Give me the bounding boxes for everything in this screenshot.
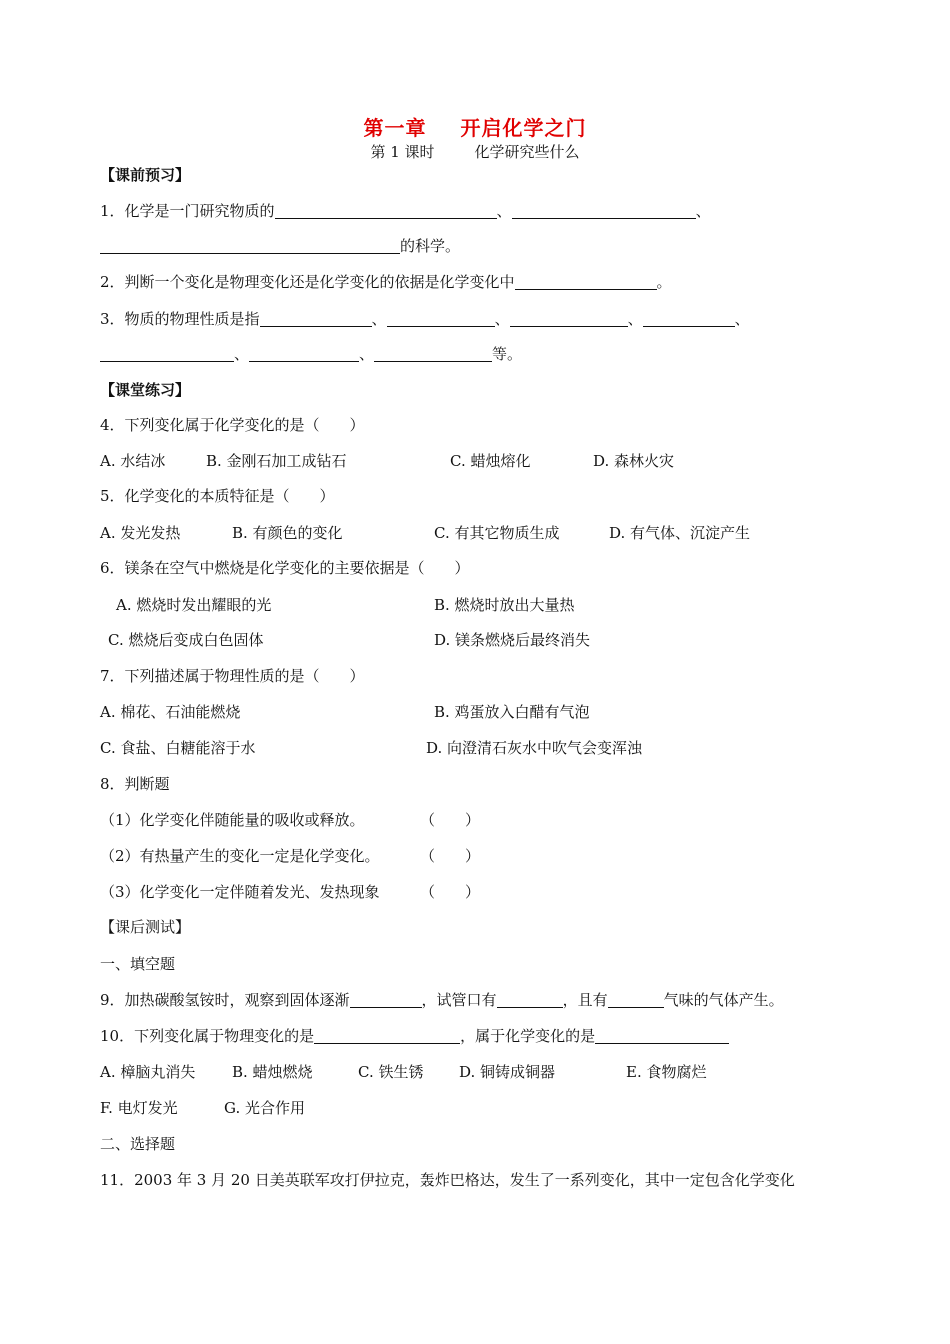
- question-7-options-row1: [100, 701, 850, 723]
- lesson-topic: 化学研究些什么: [474, 143, 580, 161]
- question-9-text: ，且有: [562, 991, 608, 1009]
- option-f[interactable]: F. 电灯发光: [100, 1099, 178, 1117]
- question-6-options-row2: [100, 629, 850, 651]
- part-fill-in: 一、填空题: [100, 955, 176, 973]
- question-2-text: 2．判断一个变化是物理变化还是化学变化的依据是化学变化中: [100, 273, 515, 291]
- option-d[interactable]: D. 铜铸成铜器: [459, 1063, 556, 1081]
- judge-answer-parens[interactable]: （ ）: [420, 811, 481, 829]
- option-a[interactable]: A. 燃烧时发出耀眼的光: [116, 596, 272, 614]
- judge-answer-parens[interactable]: （ ）: [420, 883, 481, 901]
- question-3-text: 3．物质的物理性质是指: [100, 310, 260, 328]
- option-c[interactable]: C. 铁生锈: [358, 1063, 424, 1081]
- option-a[interactable]: A. 棉花、石油能燃烧: [100, 703, 241, 721]
- option-a[interactable]: A. 樟脑丸消失: [100, 1063, 196, 1081]
- separator: 、: [234, 345, 250, 363]
- option-e[interactable]: E. 食物腐烂: [626, 1063, 707, 1081]
- option-b[interactable]: B. 蜡烛燃烧: [232, 1063, 313, 1081]
- separator: 、: [734, 310, 750, 328]
- answer-blank[interactable]: [100, 345, 234, 362]
- answer-blank[interactable]: [387, 310, 495, 327]
- judge-statement: （3）化学变化一定伴随着发光、发热现象: [100, 883, 380, 901]
- option-c[interactable]: C. 食盐、白糖能溶于水: [100, 739, 256, 757]
- separator: 、: [494, 310, 510, 328]
- question-1-tail: 的科学。: [400, 237, 461, 255]
- separator: 、: [359, 345, 375, 363]
- lesson-subtitle: [0, 141, 950, 162]
- section-preview: 【课前预习】: [100, 166, 191, 184]
- question-3-line2: [100, 343, 522, 365]
- question-5-stem: 5．化学变化的本质特征是（ ）: [100, 487, 335, 505]
- option-c[interactable]: C. 蜡烛熔化: [450, 452, 531, 470]
- question-4-options: [100, 450, 850, 472]
- answer-blank[interactable]: [643, 310, 735, 327]
- answer-blank[interactable]: [595, 1027, 729, 1044]
- separator: 、: [371, 310, 387, 328]
- question-7-options-row2: [100, 737, 850, 759]
- answer-blank[interactable]: [260, 310, 372, 327]
- judge-answer-parens[interactable]: （ ）: [420, 847, 481, 865]
- answer-blank[interactable]: [249, 345, 359, 362]
- option-d[interactable]: D. 森林火灾: [593, 452, 675, 470]
- question-10-text: 10．下列变化属于物理变化的是: [100, 1027, 315, 1045]
- judge-item-3: [100, 881, 520, 903]
- option-a[interactable]: A. 水结冰: [100, 452, 166, 470]
- question-10-text: ，属于化学变化的是: [460, 1027, 596, 1045]
- option-g[interactable]: G. 光合作用: [224, 1099, 305, 1117]
- chapter-name: 开启化学之门: [460, 116, 587, 140]
- question-11-stem: 11．2003 年 3 月 20 日美英联军攻打伊拉克，轰炸巴格达，发生了一系列变化，其中一定包含化学变化: [100, 1171, 795, 1189]
- judge-statement: （2）有热量产生的变化一定是化学变化。: [100, 847, 380, 865]
- option-b[interactable]: B. 鸡蛋放入白醋有气泡: [434, 703, 590, 721]
- answer-blank[interactable]: [374, 345, 492, 362]
- question-8-stem: 8．判断题: [100, 775, 170, 793]
- answer-blank[interactable]: [512, 202, 696, 219]
- question-9: [100, 989, 784, 1011]
- answer-blank[interactable]: [608, 991, 664, 1008]
- lesson-number: 第 1 课时: [370, 143, 435, 161]
- option-b[interactable]: B. 燃烧时放出大量热: [434, 596, 575, 614]
- question-1-line1: [100, 200, 711, 222]
- chapter-title: [0, 112, 950, 141]
- part-choice: 二、选择题: [100, 1135, 176, 1153]
- question-9-text: 气味的气体产生。: [663, 991, 784, 1009]
- option-b[interactable]: B. 有颜色的变化: [232, 524, 343, 542]
- separator: 、: [496, 202, 512, 220]
- answer-blank[interactable]: [314, 1027, 460, 1044]
- option-d[interactable]: D. 有气体、沉淀产生: [609, 524, 751, 542]
- question-10-options-row2: [100, 1097, 850, 1119]
- question-3-line1: [100, 308, 750, 330]
- question-2-tail: 。: [656, 273, 672, 291]
- separator: 、: [695, 202, 711, 220]
- judge-item-1: [100, 809, 520, 831]
- question-9-text: 9．加热碳酸氢铵时，观察到固体逐渐: [100, 991, 350, 1009]
- question-1-text: 1．化学是一门研究物质的: [100, 202, 275, 220]
- judge-item-2: [100, 845, 520, 867]
- section-classwork: 【课堂练习】: [100, 381, 191, 399]
- option-b[interactable]: B. 金刚石加工成钻石: [206, 452, 347, 470]
- question-3-tail: 等。: [492, 345, 523, 363]
- question-10-options-row1: [100, 1061, 850, 1083]
- answer-blank[interactable]: [275, 202, 497, 219]
- option-c[interactable]: C. 燃烧后变成白色固体: [108, 631, 264, 649]
- question-6-stem: 6．镁条在空气中燃烧是化学变化的主要依据是（ ）: [100, 559, 470, 577]
- chapter-number: 第一章: [363, 116, 427, 140]
- question-10-stem: [100, 1025, 729, 1047]
- question-1-line2: [100, 235, 460, 257]
- question-2: [100, 271, 672, 293]
- answer-blank[interactable]: [100, 237, 400, 254]
- question-4-stem: 4．下列变化属于化学变化的是（ ）: [100, 416, 365, 434]
- option-d[interactable]: D. 向澄清石灰水中吹气会变浑浊: [426, 739, 643, 757]
- separator: 、: [627, 310, 643, 328]
- answer-blank[interactable]: [515, 273, 657, 290]
- judge-statement: （1）化学变化伴随能量的吸收或释放。: [100, 811, 365, 829]
- option-d[interactable]: D. 镁条燃烧后最终消失: [434, 631, 591, 649]
- answer-blank[interactable]: [510, 310, 628, 327]
- question-5-options: [100, 522, 850, 544]
- option-c[interactable]: C. 有其它物质生成: [434, 524, 560, 542]
- option-a[interactable]: A. 发光发热: [100, 524, 181, 542]
- question-9-text: ，试管口有: [421, 991, 497, 1009]
- answer-blank[interactable]: [497, 991, 563, 1008]
- question-6-options-row1: [100, 594, 850, 616]
- question-7-stem: 7．下列描述属于物理性质的是（ ）: [100, 667, 365, 685]
- section-aftertest: 【课后测试】: [100, 918, 191, 936]
- answer-blank[interactable]: [350, 991, 422, 1008]
